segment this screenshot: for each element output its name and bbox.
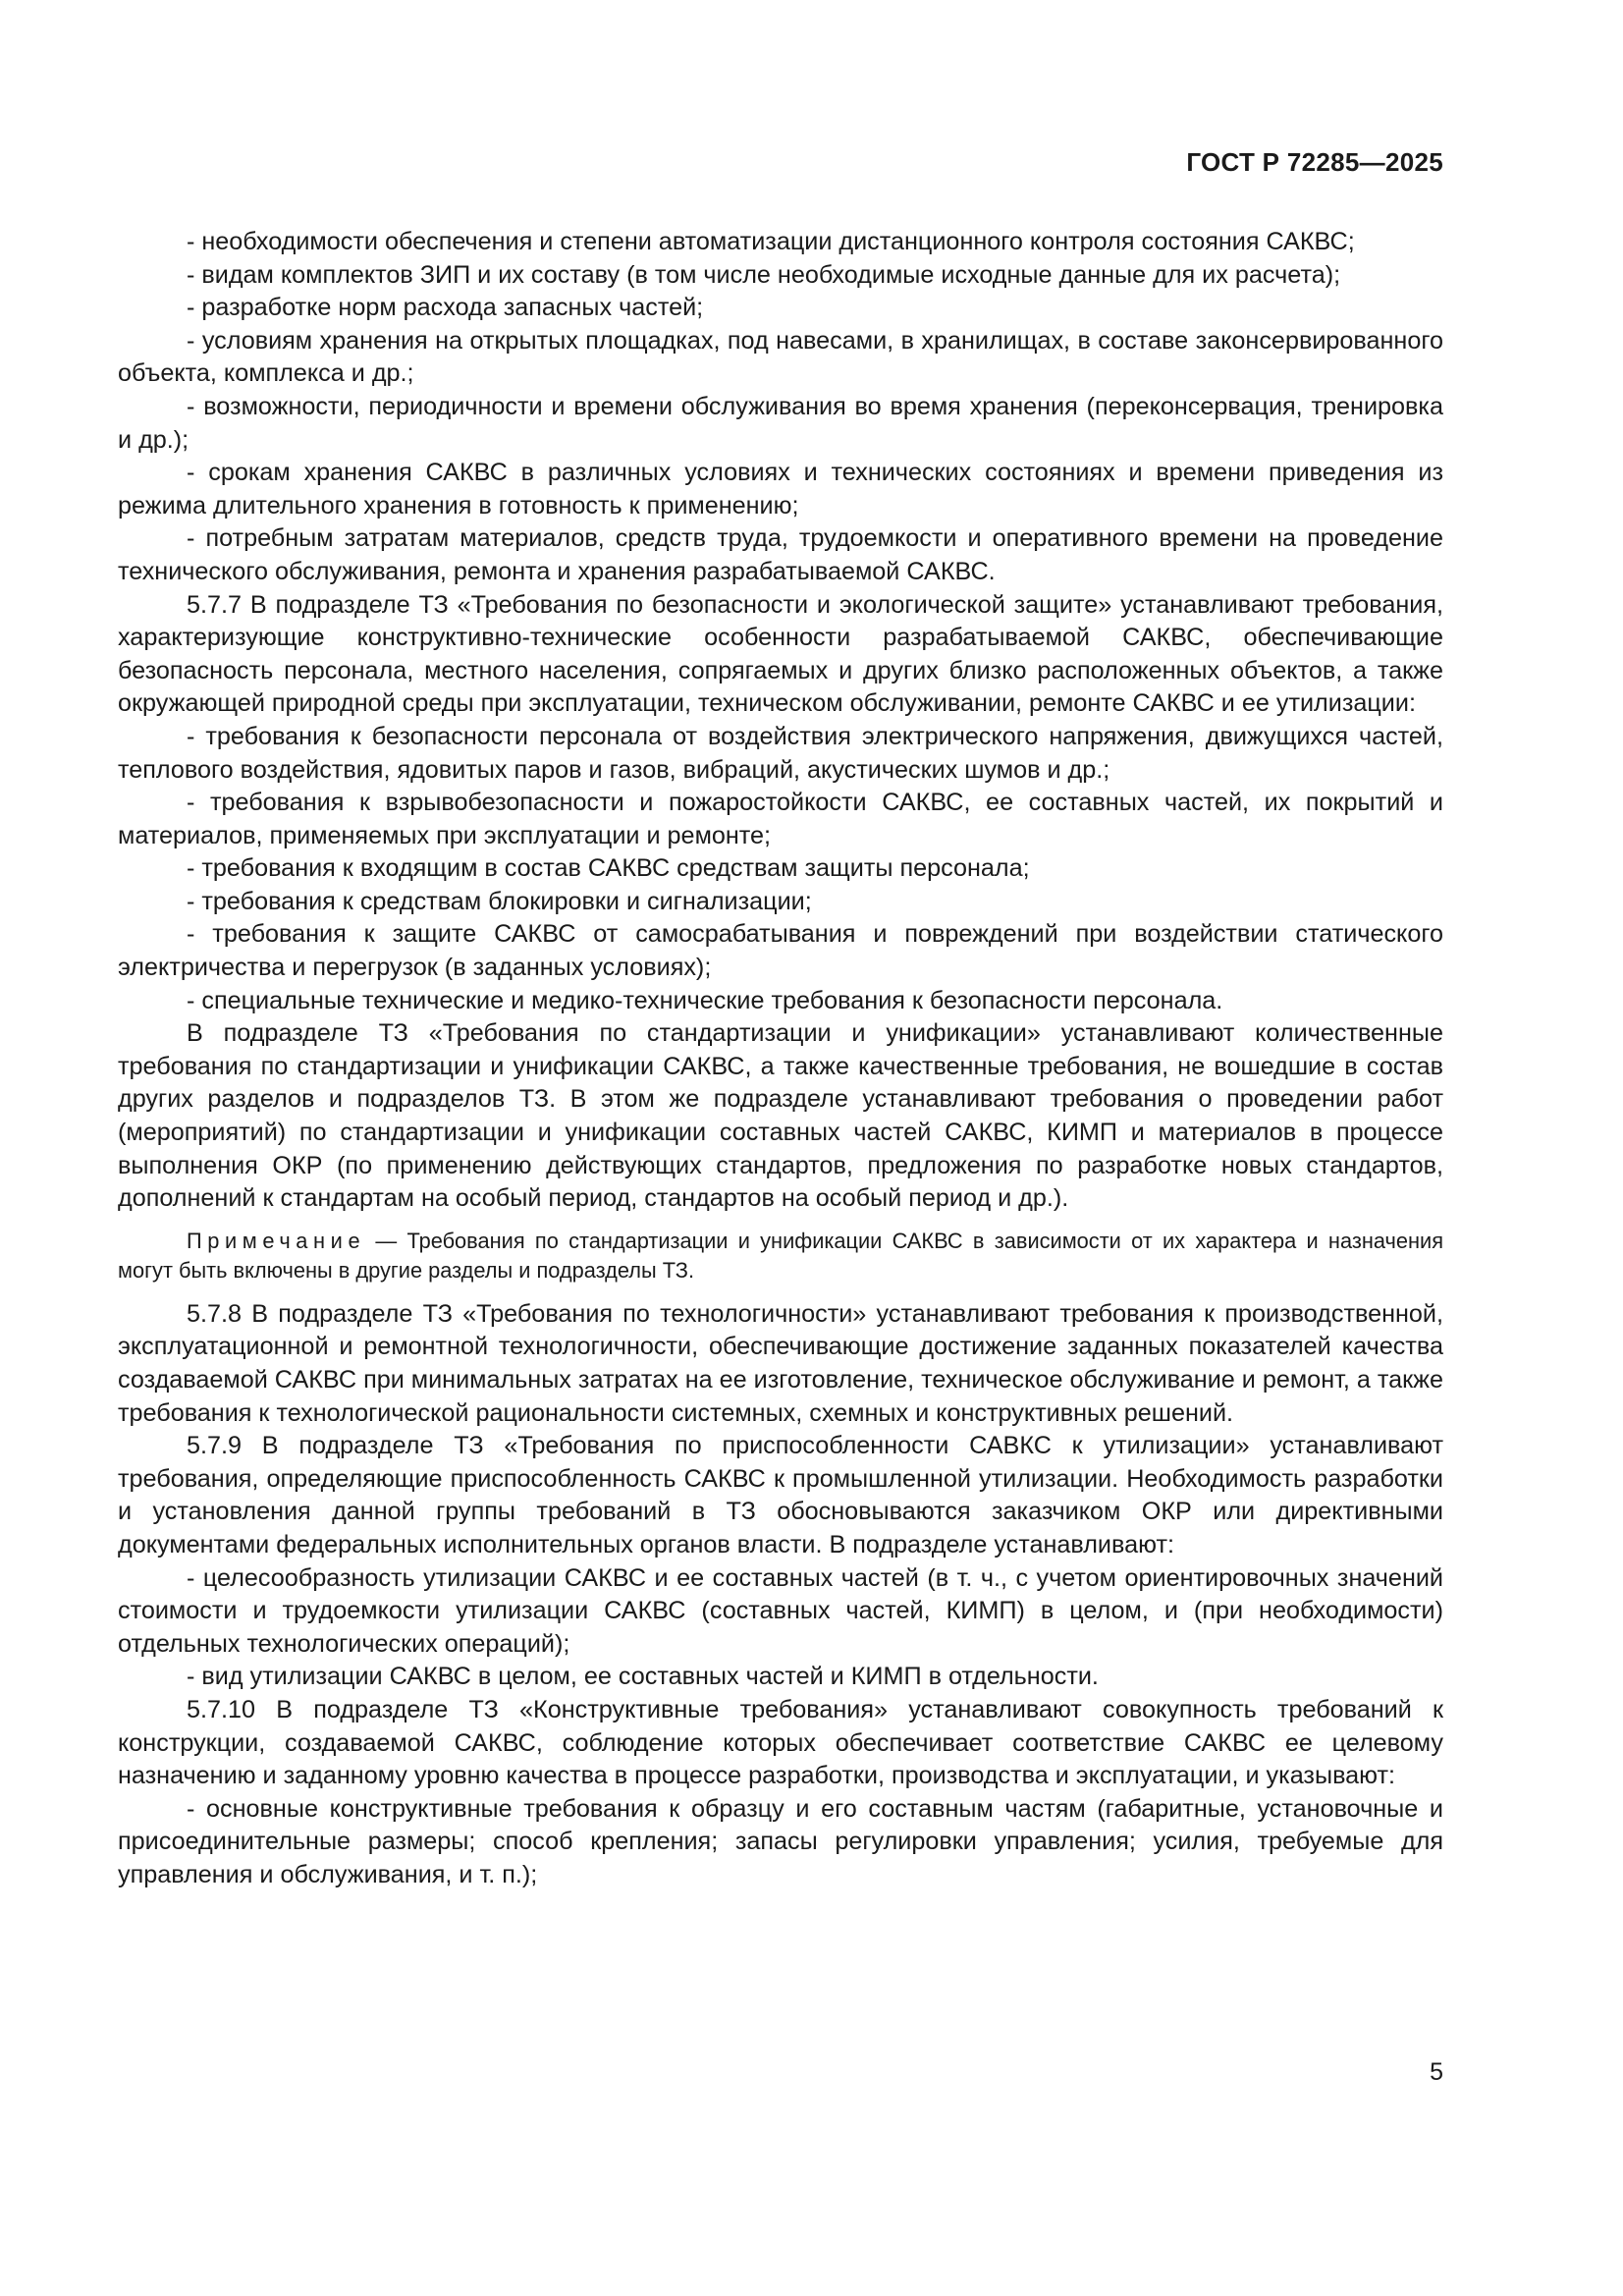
section-paragraph-5-7-8: 5.7.8 В подразделе ТЗ «Требования по технологичности» устанавливают требования к производственной, эксплуатационной и ремонтной технологичности, обеспечивающие достижение заданных показателей качества создаваемой САКВС при минимальных затратах на ее изготовление, техническое обслуживание и ремонт, а также требования к технологической рациональности системных, схемных и конструктивных решений. xyxy=(118,1299,1443,1427)
list-item: - потребным затратам материалов, средств труда, трудоемкости и оперативного времени на проведение технического обслуживания, ремонта и хранения разрабатываемой САКВС. xyxy=(118,524,1443,585)
list-item: - специальные технические и медико-технические требования к безопасности персонала. xyxy=(187,986,1223,1014)
section-paragraph-5-7-7: 5.7.7 В подразделе ТЗ «Требования по безопасности и экологической защите» устанавливают требования, характеризующие конструктивно-технические особенности разрабатываемой САКВС, обеспечивающие безопасность персонала, местного населения, сопрягаемых и других близко расположенных объектов, а также окружающей природной среды при эксплуатации, техническом обслуживании, ремонте САКВС и ее утилизации: xyxy=(118,590,1443,718)
standardization-paragraph: В подразделе ТЗ «Требования по стандартизации и унификации» устанавливают количественные требования по стандартизации и унификации САКВС, а также качественные требования, не вошедшие в состав других разделов и подразделов ТЗ. В этом же подразделе устанавливают требования о проведении работ (мероприятий) по стандартизации и унификации составных частей САКВС, КИМП и материалов в процессе выполнения ОКР (по применению действующих стандартов, предложения по разработке новых стандартов, дополнений к стандартам на особый период, стандартов на особый период и др.). xyxy=(118,1019,1443,1213)
list-item: - разработке норм расхода запасных частей; xyxy=(187,294,704,322)
list-item: - требования к защите САКВС от самосрабатывания и повреждений при воздействии статического электричества и перегрузок (в заданных условиях); xyxy=(118,920,1443,982)
list-item: - срокам хранения САКВС в различных условиях и технических состояниях и времени приведения из режима длительного хранения в готовность к применению; xyxy=(118,459,1443,519)
document-code-header: ГОСТ Р 72285—2025 xyxy=(1186,147,1443,177)
list-item: - требования к безопасности персонала от воздействия электрического напряжения, движущихся частей, теплового воздействия, ядовитых паров и газов, вибраций, акустических шумов и др.; xyxy=(118,722,1443,784)
note-label: Примечание xyxy=(187,1228,366,1253)
note-paragraph xyxy=(118,1227,1443,1285)
list-item: - требования к средствам блокировки и сигнализации; xyxy=(187,887,812,915)
list-item: - вид утилизации САКВС в целом, ее составных частей и КИМП в отдельности. xyxy=(187,1663,1099,1691)
list-item: - основные конструктивные требования к образцу и его составным частям (габаритные, установочные и присоединительные размеры; способ крепления; запасы регулировки управления; усилия, требуемые для управления и обслуживания, и т. п.); xyxy=(118,1794,1443,1888)
list-item: - условиям хранения на открытых площадках, под навесами, в хранилищах, в составе законсервированного объекта, комплекса и др.; xyxy=(118,326,1443,388)
list-item: - видам комплектов ЗИП и их составу (в том числе необходимые исходные данные для их расчета); xyxy=(187,260,1341,289)
section-paragraph-5-7-9: 5.7.9 В подразделе ТЗ «Требования по приспособленности САВКС к утилизации» устанавливают требования, определяющие приспособленность САКВС к промышленной утилизации. Необходимость разработки и установления данной группы требований в ТЗ обосновываются заказчиком ОКР или директивными документами федеральных исполнительных органов власти. В подразделе устанавливают: xyxy=(118,1432,1443,1558)
list-item: - требования к входящим в состав САКВС средствам защиты персонала; xyxy=(187,854,1030,883)
document-body xyxy=(118,226,1443,1892)
note-text: — Требования по стандартизации и унификации САКВС в зависимости от их характера и назначения могут быть включены в другие разделы и подразделы ТЗ. xyxy=(118,1228,1443,1283)
list-item: - возможности, периодичности и времени обслуживания во время хранения (переконсервация, тренировка и др.); xyxy=(118,392,1443,454)
page-number: 5 xyxy=(1430,2058,1443,2086)
section-paragraph-5-7-10: 5.7.10 В подразделе ТЗ «Конструктивные требования» устанавливают совокупность требований к конструкции, создаваемой САКВС, соблюдение которых обеспечивает соответствие САКВС ее целевому назначению и заданному уровню качества в процессе разработки, производства и эксплуатации, и указывают: xyxy=(118,1695,1443,1790)
list-item: - необходимости обеспечения и степени автоматизации дистанционного контроля состояния САКВС; xyxy=(187,228,1355,255)
list-item: - целесообразность утилизации САКВС и ее составных частей (в т. ч., с учетом ориентировочных значений стоимости и трудоемкости утилизации САКВС (составных частей, КИМП) в целом, и (при необходимости) отдельных технологических операций); xyxy=(118,1563,1443,1658)
list-item: - требования к взрывобезопасности и пожаростойкости САКВС, ее составных частей, их покрытий и материалов, применяемых при эксплуатации и ремонте; xyxy=(118,789,1443,849)
